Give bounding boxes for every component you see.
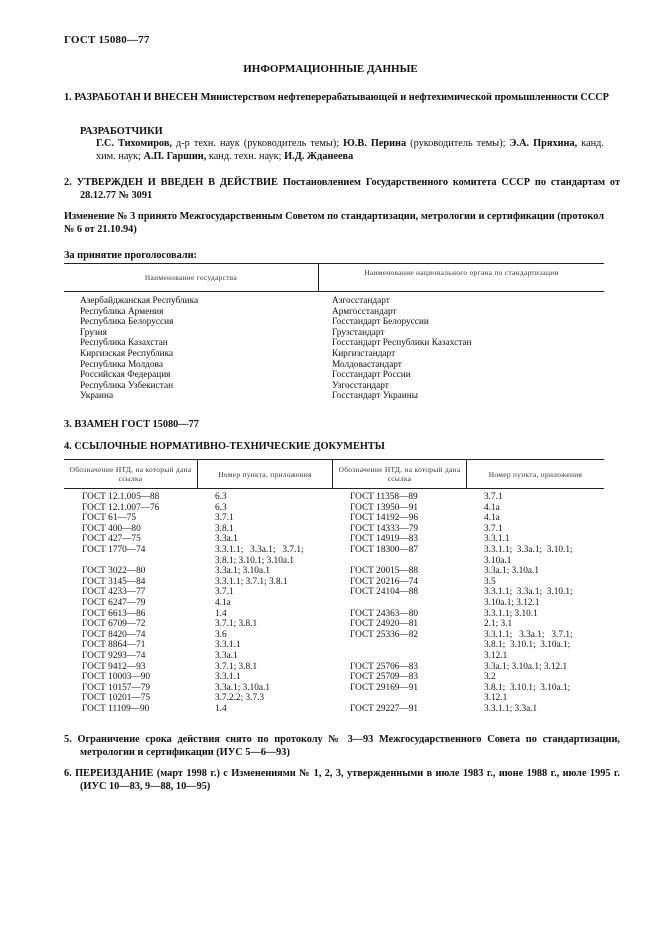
ref-right-docs-column — [350, 492, 418, 714]
ref-item-cell: 3.7.1 — [215, 513, 234, 524]
ref-doc-cell: ГОСТ 400—80 — [82, 523, 141, 534]
ref-doc-cell: ГОСТ 25709—83 — [350, 672, 419, 683]
ref-doc-cell: ГОСТ 11358—89 — [350, 492, 418, 502]
vote-col-body-header: Наименование национального органа по стандартизации — [364, 268, 559, 277]
ref-item-cell: 3.3.1.1; 3.7.1; 3.8.1 — [215, 576, 288, 587]
item-6-number: 6. — [64, 768, 72, 779]
ref-col-item-header: Номер пункта, приложения — [218, 470, 312, 479]
ref-doc-cell: ГОСТ 61—75 — [82, 513, 137, 524]
ref-item-cell: 3.3.1.1; 3.3а.1 — [484, 703, 538, 714]
vote-table-top-line — [64, 263, 604, 264]
ref-doc-cell: ГОСТ 24363—80 — [350, 608, 419, 619]
vote-state-cell: Украина — [80, 391, 114, 402]
ref-doc-cell: ГОСТ 10201—75 — [82, 693, 151, 704]
item-2-bold: УТВЕРЖДЕН И ВВЕДЕН В ДЕЙСТВИЕ — [76, 177, 278, 188]
developer-name: Г.С. Тихомиров, — [96, 138, 172, 149]
ref-item-cell: 3.10а.1 — [484, 555, 512, 566]
ref-item-cell: 3.8.1 — [215, 523, 234, 534]
ref-item-cell: 3.7.1 — [215, 587, 234, 598]
vote-state-cell: Российская Федерация — [80, 370, 171, 381]
ref-doc-cell: ГОСТ 10157—79 — [82, 682, 151, 693]
page-title: ИНФОРМАЦИОННЫЕ ДАННЫЕ — [243, 63, 418, 75]
vote-body-cell: Госстандарт Республики Казахстан — [332, 338, 472, 349]
developer-role: (руководитель темы); — [410, 138, 506, 149]
ref-doc-cell: ГОСТ 8420—74 — [82, 629, 146, 640]
vote-state-cell: Азербайджанская Республика — [80, 296, 199, 306]
ref-item-cell: 3.7.1 — [484, 523, 503, 534]
ref-doc-cell: ГОСТ 10003—90 — [82, 672, 151, 683]
ref-doc-cell: ГОСТ 14919—83 — [350, 534, 419, 545]
ref-doc-cell: ГОСТ 13950—91 — [350, 502, 419, 513]
ref-doc-cell: ГОСТ 12.1.005—88 — [82, 492, 160, 502]
vote-bodies-column — [332, 296, 472, 402]
ref-doc-cell — [350, 651, 418, 662]
ref-doc-cell: ГОСТ 9412—93 — [82, 661, 146, 672]
item-1-bold: РАЗРАБОТАН И ВНЕСЕН — [74, 92, 199, 103]
item-4 — [64, 441, 385, 452]
vote-body-cell: Госстандарт России — [332, 370, 411, 381]
developer-role: канд. техн. наук; — [208, 150, 282, 162]
ref-item-cell: 3.3.1.1 — [215, 672, 241, 683]
ref-left-items-column — [215, 492, 330, 714]
ref-doc-cell: ГОСТ 20015—88 — [350, 566, 419, 577]
developers-list — [96, 138, 604, 163]
developer-role: канд. хим. наук; — [96, 138, 604, 162]
vote-state-cell: Республика Армения — [80, 306, 164, 317]
ref-doc-cell: ГОСТ 9293—74 — [82, 650, 146, 661]
ref-doc-cell: ГОСТ 3022—80 — [82, 566, 146, 577]
developer-name: И.Д. Жданеева — [284, 150, 354, 162]
ref-doc-cell: ГОСТ 14333—79 — [350, 523, 419, 534]
ref-item-cell: 3.12.1 — [484, 693, 508, 704]
ref-doc-cell: ГОСТ 14192—96 — [350, 513, 419, 524]
item-2-text: Постановлением Государственного комитета СССР по стандартам от 28.12.77 № 3091 — [80, 177, 621, 201]
ref-doc-cell: ГОСТ 427—75 — [82, 534, 141, 545]
ref-doc-cell: ГОСТ 24920—81 — [350, 619, 419, 630]
ref-doc-cell: ГОСТ 20216—74 — [350, 576, 419, 587]
ref-doc-cell: ГОСТ 25706—83 — [350, 661, 419, 672]
item-5 — [64, 734, 620, 759]
item-3-number: 3. — [64, 419, 72, 430]
vote-body-cell: Госстандарт Белоруссии — [332, 317, 429, 328]
ref-item-cell: 3.3а.1; 3.10а.1 — [215, 566, 270, 577]
ref-item-cell: 3.3.1.1 — [484, 534, 510, 545]
item-2 — [64, 177, 620, 202]
ref-item-cell: 3.3а.1; 3.10а.1; 3.12.1 — [484, 661, 568, 672]
ref-doc-cell — [350, 598, 418, 609]
vote-body-cell: Киргизстандарт — [332, 348, 396, 359]
ref-item-cell: 3.8.1; 3.10.1; 3.10а.1; — [484, 640, 571, 651]
item-6 — [64, 768, 620, 793]
ref-item-cell: 3.10а.1; 3.12.1 — [484, 597, 540, 608]
ref-item-cell: 3.8.1; 3.10.1; 3.10а.1; — [484, 682, 571, 693]
vote-body-cell: Госстандарт Украины — [332, 391, 418, 402]
item-1-text: Министерством нефтеперерабатывающей и нефтехимической промышленности СССР — [200, 92, 609, 103]
ref-doc-cell — [350, 640, 418, 651]
vote-state-cell: Республика Белоруссия — [80, 317, 174, 328]
ref-item-cell: 3.7.1; 3.8.1 — [215, 619, 258, 630]
item-2-number: 2. — [64, 177, 72, 188]
item-4-text: ССЫЛОЧНЫЕ НОРМАТИВНО-ТЕХНИЧЕСКИЕ ДОКУМЕНТЫ — [74, 441, 385, 452]
ref-doc-cell — [350, 556, 418, 567]
vote-body-cell: Грузстандарт — [332, 327, 385, 338]
ref-doc-cell: ГОСТ 6247—79 — [82, 597, 146, 608]
vote-state-cell: Республика Узбекистан — [80, 380, 174, 391]
ref-item-cell: 3.7.2.2; 3.7.3 — [215, 693, 265, 704]
ref-doc-cell — [82, 556, 159, 567]
ref-item-cell: 1.4 — [215, 608, 227, 619]
item-3 — [64, 419, 199, 430]
item-1 — [64, 92, 620, 105]
ref-item-cell: 3.12.1 — [484, 650, 508, 661]
ref-item-cell: 3.3а.1 — [215, 650, 238, 661]
ref-doc-cell — [350, 693, 418, 704]
ref-item-cell: 3.3.1.1; 3.3а.1; 3.7.1; — [484, 629, 573, 640]
vote-col-state-header: Наименование государства — [144, 273, 238, 282]
vote-state-cell: Киргизская Республика — [80, 348, 174, 359]
ref-item-cell: 3.5 — [484, 576, 496, 587]
vote-states-column — [80, 296, 198, 402]
ref-item-cell: 3.3а.1 — [215, 534, 238, 545]
ref-item-cell: 3.3.1.1; 3.3а.1; 3.7.1; — [215, 544, 304, 555]
vote-body-cell: Азгосстандарт — [332, 296, 390, 306]
vote-state-cell: Грузия — [80, 327, 107, 338]
item-6-text: ПЕРЕИЗДАНИЕ (март 1998 г.) с Изменениями № 1, 2, 3, утвержденными в июле 1983 г., июне 1988 г., июле 1995 г. (ИУС 10—83, 9—88, 10—95) — [75, 768, 620, 792]
ref-col-item-header: Номер пункта, приложения — [488, 470, 583, 479]
ref-doc-cell: ГОСТ 4233—77 — [82, 587, 146, 598]
ref-col-doc-header: Обозначение НТД, на который дана ссылка — [338, 465, 461, 483]
vote-heading: За принятие проголосовали: — [64, 250, 197, 261]
ref-item-cell: 1.4 — [215, 703, 227, 714]
developer-name: А.П. Гаршин, — [143, 150, 207, 162]
ref-item-cell: 2.1; 3.1 — [484, 619, 513, 630]
ref-item-cell: 4.1а — [484, 513, 500, 524]
vote-body-cell: Молдовастандарт — [332, 359, 402, 370]
item-5-number: 5. — [64, 734, 72, 745]
ref-item-cell: 6.3 — [215, 492, 227, 502]
ref-item-cell: 3.3а.1; 3.10а.1 — [484, 566, 539, 577]
developer-name: Ю.В. Перина — [343, 138, 407, 149]
developers-heading: РАЗРАБОТЧИКИ — [80, 126, 163, 137]
ref-doc-cell: ГОСТ 12.1.007—76 — [82, 502, 160, 513]
developer-name: Э.А. Пряхина, — [509, 138, 578, 149]
ref-doc-cell: ГОСТ 29169—91 — [350, 682, 419, 693]
ref-item-cell: 4.1а — [215, 597, 231, 608]
ref-table-header-line — [64, 488, 604, 489]
vote-state-cell: Республика Молдова — [80, 359, 163, 370]
ref-item-cell: 3.7.1; 3.8.1 — [215, 661, 258, 672]
ref-doc-cell: ГОСТ 6709—72 — [82, 619, 146, 630]
ref-doc-cell: ГОСТ 3145—84 — [82, 576, 146, 587]
vote-body-cell: Армгосстандарт — [332, 306, 397, 317]
ref-item-cell: 3.2 — [484, 672, 496, 683]
amendment-text: Изменение № 3 принято Межгосударственным Советом по стандартизации, метрологии и сертификации (протокол № 6 от 21.10.94) — [64, 211, 604, 235]
item-1-number: 1. — [64, 92, 72, 103]
ref-item-cell: 3.6 — [215, 629, 227, 640]
ref-item-cell: 3.3.1.1; 3.10.1 — [484, 608, 538, 619]
vote-state-cell: Республика Казахстан — [80, 338, 168, 349]
ref-item-cell: 4.1а — [484, 502, 500, 513]
ref-doc-cell: ГОСТ 11109—90 — [82, 703, 150, 714]
ref-doc-cell: ГОСТ 24104—88 — [350, 587, 419, 598]
ref-doc-cell: ГОСТ 8864—71 — [82, 640, 146, 651]
ref-item-cell: 3.8.1; 3.10.1; 3.10а.1 — [215, 555, 295, 566]
ref-item-cell: 3.3а.1; 3.10а.1 — [215, 682, 270, 693]
ref-col-doc-header: Обозначение НТД, на который дана ссылка — [69, 465, 192, 483]
page-header: ГОСТ 15080—77 — [64, 34, 150, 46]
item-4-number: 4. — [64, 441, 72, 452]
item-3-text: ВЗАМЕН ГОСТ 15080—77 — [74, 419, 199, 430]
ref-doc-cell: ГОСТ 18300—87 — [350, 544, 419, 555]
ref-doc-cell: ГОСТ 1770—74 — [82, 544, 146, 555]
ref-left-docs-column — [82, 492, 159, 714]
item-5-text: Ограничение срока действия снято по протоколу № 3—93 Межгосударственного Совета по стандартизации, метрологии и сертификации (ИУС 5—6—93) — [77, 734, 620, 758]
ref-item-cell: 3.3.1.1; 3.3а.1; 3.10.1; — [484, 587, 573, 598]
ref-doc-cell: ГОСТ 29227—91 — [350, 703, 419, 714]
developer-role: д-р техн. наук (руководитель темы); — [176, 138, 340, 149]
vote-table-header-line — [64, 291, 604, 292]
ref-item-cell: 3.3.1.1; 3.3а.1; 3.10.1; — [484, 544, 573, 555]
ref-doc-cell: ГОСТ 25336—82 — [350, 629, 419, 640]
ref-item-cell: 3.3.1.1 — [215, 640, 241, 651]
ref-table-top-line — [64, 459, 604, 460]
ref-right-items-column — [484, 492, 600, 714]
ref-item-cell: 3.7.1 — [484, 492, 503, 502]
vote-body-cell: Узгосстандарт — [332, 380, 389, 391]
ref-doc-cell: ГОСТ 6613—86 — [82, 608, 146, 619]
ref-item-cell: 6.3 — [215, 502, 227, 513]
